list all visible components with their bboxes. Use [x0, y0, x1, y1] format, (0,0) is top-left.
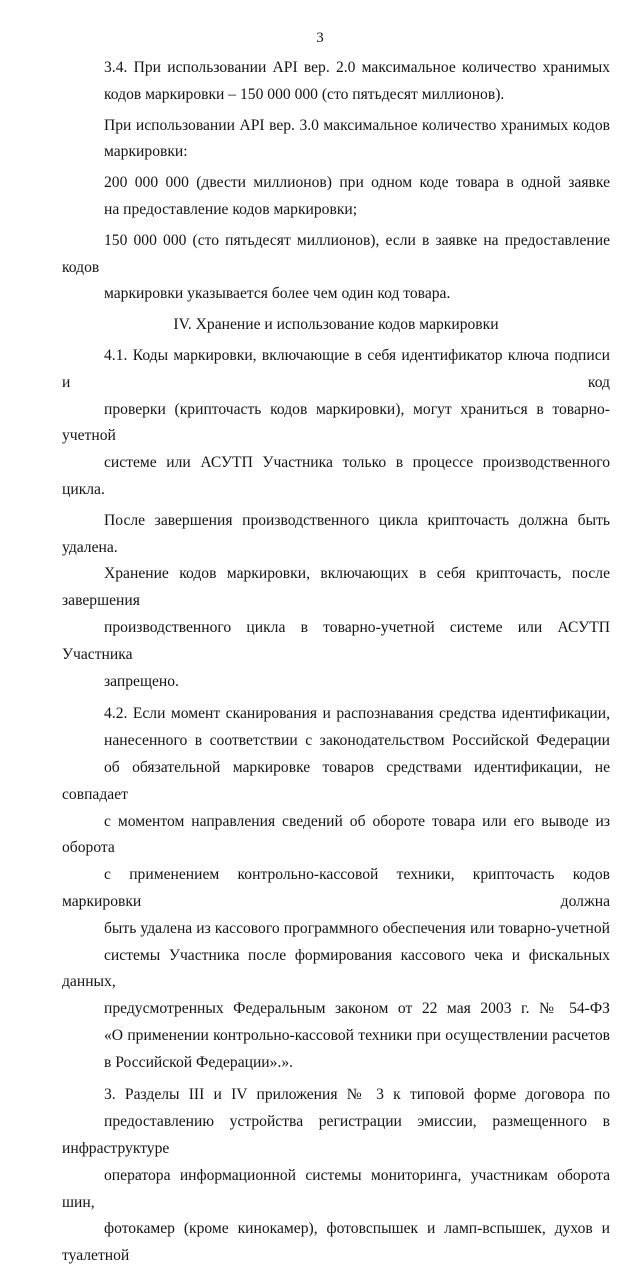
paragraph-4-2 — [62, 701, 610, 1076]
section-heading: IV. Хранение и использование кодов маркировки — [173, 316, 499, 334]
paragraph-3-4 — [62, 55, 610, 109]
document-body — [62, 55, 610, 1270]
text-line: оператора информационной системы мониторинга, участникам оборота шин, — [62, 1166, 610, 1211]
paragraph-4-1 — [62, 343, 610, 504]
text-line: в Российской Федерации».». — [104, 1053, 294, 1071]
text-line: предоставлению устройства регистрации эмиссии, размещенного в инфраструктуре — [62, 1113, 610, 1158]
text-line: быть удалена из кассового программного обеспечения или товарно-учетной — [104, 919, 610, 937]
paragraph-200-million — [62, 170, 610, 224]
text-line: 150 000 000 (сто пятьдесят миллионов), если в заявке на предоставление кодов — [62, 231, 610, 276]
text-line: нанесенного в соответствии с законодательством Российской Федерации — [104, 732, 610, 750]
text-line: системе или АСУТП Участника только в процессе производственного цикла. — [62, 454, 610, 498]
text-line: 3.4. При использовании API вер. 2.0 максимальное количество хранимых — [104, 59, 610, 76]
text-line: на предоставление кодов маркировки; — [104, 200, 358, 218]
text-line: маркировки указывается более чем один код товара. — [104, 285, 451, 303]
text-line: запрещено. — [104, 672, 179, 690]
text-line: «О применении контрольно-кассовой техники при осуществлении расчетов — [104, 1026, 610, 1044]
text-line: 200 000 000 (двести миллионов) при одном коде товара в одной заявке — [104, 174, 610, 192]
text-line: проверки (крипточасть кодов маркировки), могут храниться в товарно-учетной — [62, 400, 610, 445]
text-line: Хранение кодов маркировки, включающих в себя крипточасть, после завершения — [62, 565, 610, 610]
paragraph-150-million — [62, 228, 610, 308]
text-line: системы Участника после формирования кассового чека и фискальных данных, — [62, 946, 610, 991]
paragraph-after-cycle — [62, 508, 610, 696]
text-line: маркировки: — [104, 143, 188, 161]
text-line: При использовании API вер. 3.0 максимальное количество хранимых кодов — [104, 116, 610, 134]
text-line: предусмотренных Федеральным законом от 22 мая 2003 г. № 54-ФЗ — [104, 1000, 610, 1018]
text-line: 4.2. Если момент сканирования и распознавания средства идентификации, — [104, 705, 610, 723]
paragraph-3-sections — [62, 1082, 610, 1270]
text-line: фотокамер (кроме кинокамер), фотовспышек и ламп-вспышек, духов и туалетной — [62, 1220, 610, 1265]
text-line: с применением контрольно-кассовой техники, крипточасть кодов маркировки должна — [62, 866, 610, 910]
page-number: 3 — [316, 30, 324, 46]
text-line: 3. Разделы III и IV приложения № 3 к типовой форме договора по — [104, 1086, 610, 1104]
text-line: кодов маркировки – 150 000 000 (сто пятьдесят миллионов). — [104, 85, 505, 103]
text-line: После завершения производственного цикла крипточасть должна быть удалена. — [62, 511, 610, 556]
text-line: 4.1. Коды маркировки, включающие в себя идентификатор ключа подписи и код — [62, 346, 610, 391]
text-line: об обязательной маркировке товаров средствами идентификации, не совпадает — [62, 758, 610, 803]
paragraph-api-3 — [62, 113, 610, 167]
text-line: производственного цикла в товарно-учетной системе или АСУТП Участника — [62, 618, 610, 663]
text-line: с моментом направления сведений об обороте товара или его выводе из оборота — [62, 812, 610, 857]
